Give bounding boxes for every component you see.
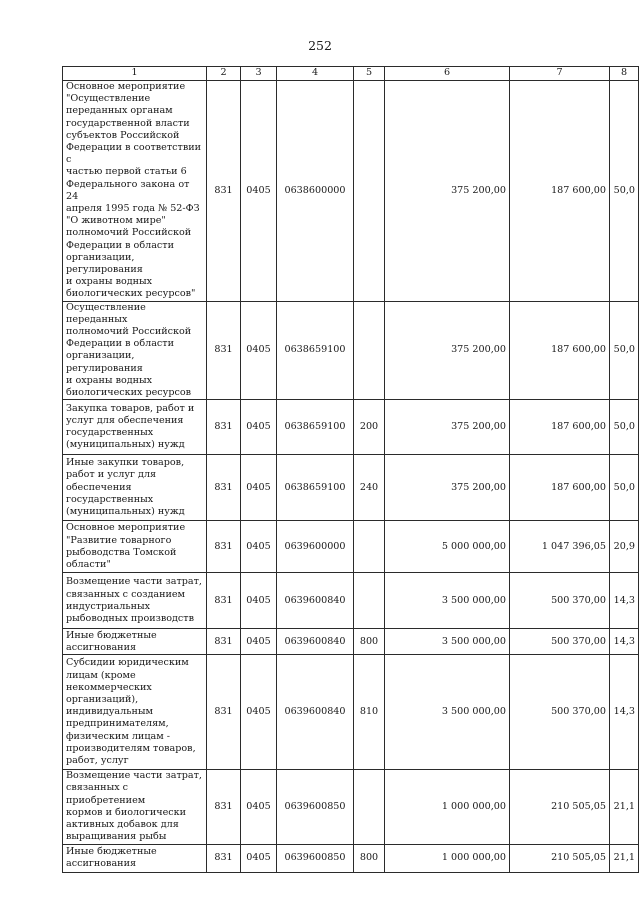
cell-section-code: 0405 <box>241 521 277 573</box>
cell-plan-amount: 1 000 000,00 <box>385 844 510 872</box>
cell-admin-code: 831 <box>207 573 241 629</box>
cell-actual-amount: 187 600,00 <box>510 455 610 521</box>
cell-section-code: 0405 <box>241 301 277 400</box>
row-name: Основное мероприятие "Развитие товарного рыбоводства Томской области" <box>63 521 207 573</box>
cell-expense-type: 240 <box>354 455 385 521</box>
cell-section-code: 0405 <box>241 844 277 872</box>
cell-percent: 21,1 <box>610 844 639 872</box>
cell-section-code: 0405 <box>241 655 277 770</box>
cell-section-code: 0405 <box>241 770 277 844</box>
cell-percent: 21,1 <box>610 770 639 844</box>
column-header: 7 <box>510 67 610 81</box>
row-name: Иные закупки товаров, работ и услуг для обеспечения государственных (муниципальных) нужд <box>63 455 207 521</box>
column-header: 2 <box>207 67 241 81</box>
cell-percent: 14,3 <box>610 573 639 629</box>
cell-plan-amount: 3 500 000,00 <box>385 573 510 629</box>
cell-actual-amount: 500 370,00 <box>510 573 610 629</box>
cell-admin-code: 831 <box>207 655 241 770</box>
cell-target-article: 0639600840 <box>277 629 354 655</box>
cell-section-code: 0405 <box>241 81 277 302</box>
table-row <box>63 629 639 655</box>
cell-expense-type <box>354 770 385 844</box>
page-number: 252 <box>308 38 332 53</box>
cell-actual-amount: 500 370,00 <box>510 629 610 655</box>
cell-target-article: 0638659100 <box>277 301 354 400</box>
cell-target-article: 0638659100 <box>277 455 354 521</box>
table-row <box>63 521 639 573</box>
cell-plan-amount: 375 200,00 <box>385 301 510 400</box>
row-name: Иные бюджетные ассигнования <box>63 629 207 655</box>
cell-admin-code: 831 <box>207 844 241 872</box>
cell-section-code: 0405 <box>241 455 277 521</box>
cell-plan-amount: 5 000 000,00 <box>385 521 510 573</box>
cell-admin-code: 831 <box>207 400 241 455</box>
cell-admin-code: 831 <box>207 455 241 521</box>
row-name: Иные бюджетные ассигнования <box>63 844 207 872</box>
cell-target-article: 0639600840 <box>277 573 354 629</box>
cell-actual-amount: 187 600,00 <box>510 400 610 455</box>
table-row <box>63 844 639 872</box>
column-header: 3 <box>241 67 277 81</box>
cell-actual-amount: 500 370,00 <box>510 655 610 770</box>
cell-admin-code: 831 <box>207 770 241 844</box>
cell-plan-amount: 3 500 000,00 <box>385 629 510 655</box>
row-name: Основное мероприятие "Осуществление переданных органам государственной власти субъектов Российской Федерации в соответствии с частью первой статьи 6 Федерального закона от 24 апреля 1995 года № 52-ФЗ "О животном мире" полномочий Российской Федерации в области организации, регулирования и охраны водных биологических ресурсов" <box>63 81 207 302</box>
cell-plan-amount: 375 200,00 <box>385 81 510 302</box>
cell-target-article: 0639600850 <box>277 844 354 872</box>
row-name: Закупка товаров, работ и услуг для обеспечения государственных (муниципальных) нужд <box>63 400 207 455</box>
cell-expense-type: 200 <box>354 400 385 455</box>
row-name: Возмещение части затрат, связанных с созданием индустриальных рыбоводных производств <box>63 573 207 629</box>
column-header: 4 <box>277 67 354 81</box>
column-header: 1 <box>63 67 207 81</box>
cell-admin-code: 831 <box>207 629 241 655</box>
row-name: Возмещение части затрат, связанных с приобретением кормов и биологически активных добавок для выращивания рыбы <box>63 770 207 844</box>
cell-expense-type: 810 <box>354 655 385 770</box>
cell-target-article: 0639600000 <box>277 521 354 573</box>
cell-section-code: 0405 <box>241 629 277 655</box>
cell-section-code: 0405 <box>241 400 277 455</box>
table-row <box>63 770 639 844</box>
cell-admin-code: 831 <box>207 301 241 400</box>
table-row <box>63 301 639 400</box>
cell-section-code: 0405 <box>241 573 277 629</box>
table-row <box>63 400 639 455</box>
cell-plan-amount: 1 000 000,00 <box>385 770 510 844</box>
row-name: Субсидии юридическим лицам (кроме некоммерческих организаций), индивидуальным предпринимателям, физическим лицам - производителям товаров, работ, услуг <box>63 655 207 770</box>
cell-plan-amount: 375 200,00 <box>385 455 510 521</box>
cell-admin-code: 831 <box>207 521 241 573</box>
header-row <box>63 67 639 81</box>
cell-percent: 20,9 <box>610 521 639 573</box>
cell-expense-type <box>354 81 385 302</box>
cell-actual-amount: 210 505,05 <box>510 844 610 872</box>
cell-expense-type <box>354 573 385 629</box>
column-header: 8 <box>610 67 639 81</box>
cell-percent: 50,0 <box>610 400 639 455</box>
cell-expense-type: 800 <box>354 844 385 872</box>
cell-percent: 14,3 <box>610 629 639 655</box>
table-row <box>63 455 639 521</box>
cell-expense-type <box>354 521 385 573</box>
cell-plan-amount: 375 200,00 <box>385 400 510 455</box>
table-row <box>63 655 639 770</box>
table-row <box>63 81 639 302</box>
cell-actual-amount: 210 505,05 <box>510 770 610 844</box>
cell-percent: 50,0 <box>610 81 639 302</box>
row-name: Осуществление переданных полномочий Российской Федерации в области организации, регулирования и охраны водных биологических ресурсов <box>63 301 207 400</box>
cell-admin-code: 831 <box>207 81 241 302</box>
cell-percent: 14,3 <box>610 655 639 770</box>
cell-percent: 50,0 <box>610 455 639 521</box>
cell-actual-amount: 1 047 396,05 <box>510 521 610 573</box>
table-row <box>63 573 639 629</box>
cell-actual-amount: 187 600,00 <box>510 81 610 302</box>
cell-expense-type: 800 <box>354 629 385 655</box>
cell-actual-amount: 187 600,00 <box>510 301 610 400</box>
cell-target-article: 0638600000 <box>277 81 354 302</box>
column-header: 6 <box>385 67 510 81</box>
budget-table <box>62 66 639 873</box>
cell-plan-amount: 3 500 000,00 <box>385 655 510 770</box>
cell-target-article: 0639600840 <box>277 655 354 770</box>
cell-target-article: 0639600850 <box>277 770 354 844</box>
cell-expense-type <box>354 301 385 400</box>
column-header: 5 <box>354 67 385 81</box>
cell-percent: 50,0 <box>610 301 639 400</box>
cell-target-article: 0638659100 <box>277 400 354 455</box>
